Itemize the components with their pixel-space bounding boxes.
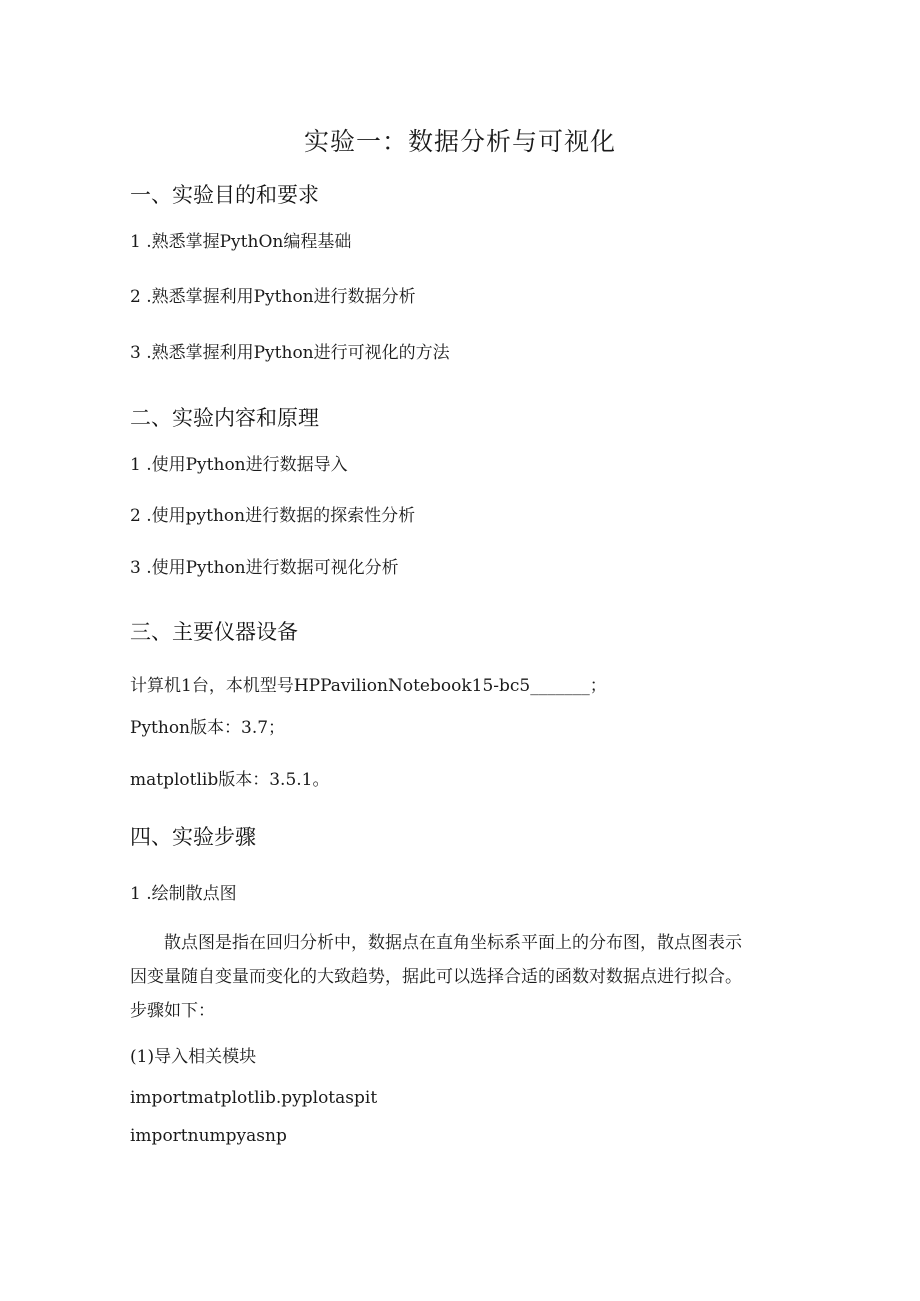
code-line-1: importmatplotlib.pyplotaspit xyxy=(130,1088,378,1108)
substep-import-modules: (1)导入相关模块 xyxy=(130,1047,257,1067)
equipment-matplotlib-version: matplotlib版本：3.5.1。 xyxy=(130,770,330,790)
content-item-3: 3 .使用Python进行数据可视化分析 xyxy=(130,558,399,578)
code-line-2: importnumpyasnp xyxy=(130,1126,287,1146)
objective-item-1: 1 .熟悉掌握PythOn编程基础 xyxy=(130,232,352,252)
section-heading-content: 二、实验内容和原理 xyxy=(130,406,319,430)
section-heading-steps: 四、实验步骤 xyxy=(130,825,256,849)
document-title: 实验一：数据分析与可视化 xyxy=(303,127,616,156)
section-heading-equipment: 三、主要仪器设备 xyxy=(130,620,298,644)
content-item-1: 1 .使用Python进行数据导入 xyxy=(130,455,348,475)
equipment-python-version: Python版本：3.7； xyxy=(130,718,286,738)
objective-item-2: 2 .熟悉掌握利用Python进行数据分析 xyxy=(130,287,416,307)
paragraph-line-1: 散点图是指在回归分析中，数据点在直角坐标系平面上的分布图，散点图表示 xyxy=(164,933,742,953)
section-heading-objectives: 一、实验目的和要求 xyxy=(130,183,319,207)
objective-item-3: 3 .熟悉掌握利用Python进行可视化的方法 xyxy=(130,343,450,363)
paragraph-line-3: 步骤如下： xyxy=(130,1001,215,1021)
paragraph-line-2: 因变量随自变量而变化的大致趋势，据此可以选择合适的函数对数据点进行拟合。 xyxy=(130,967,742,987)
scatter-description-paragraph xyxy=(130,926,810,1028)
step-1-scatter: 1 .绘制散点图 xyxy=(130,884,237,904)
content-item-2: 2 .使用python进行数据的探索性分析 xyxy=(130,506,416,526)
equipment-computer: 计算机1台，本机型号HPPavilionNotebook15-bc5_______； xyxy=(130,676,607,696)
